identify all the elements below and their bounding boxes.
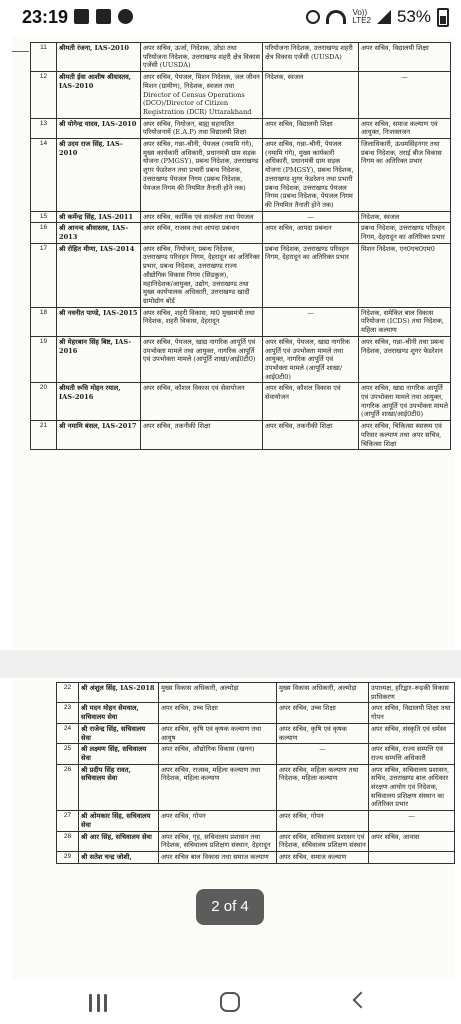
table-row [31, 211, 451, 223]
table-row [31, 223, 451, 243]
relieved-posting-cell: मुख्य विकास अधिकारी, अल्मोड़ा [277, 683, 369, 703]
serial-number-cell: 24 [57, 723, 79, 743]
table-row [57, 683, 455, 703]
signal-icon [377, 10, 391, 24]
document-page-1[interactable] [12, 36, 455, 648]
relieved-posting-cell: परियोजना निदेशक, उत्तराखण्ड शहरी क्षेत्र विकास एजेंसी (UUSDA) [263, 43, 359, 72]
new-posting-cell: — [359, 72, 451, 119]
current-posting-cell: अपर सचिव, कार्मिक एवं सतर्कता तथा पेयजल [141, 211, 263, 223]
new-posting-cell: निदेशक, स्वजल [359, 211, 451, 223]
serial-number-cell: 21 [31, 421, 57, 450]
table-row [57, 831, 455, 851]
current-posting-cell: अपर सचिव, राजस्व तथा आपदा प्रबन्धन [141, 223, 263, 243]
officer-name-cell: श्री आनन्द श्रीवास्तव, IAS-2013 [57, 223, 141, 243]
current-posting-cell: अपर सचिव, औद्योगिक विकास (खनन) [159, 744, 277, 764]
table-row [57, 703, 455, 723]
officer-name-cell: श्री कर्मेन्द्र सिंह, IAS-2011 [57, 211, 141, 223]
table-row [31, 243, 451, 307]
current-posting-cell: अपर सचिव, कृषि एवं कृषक कल्याण तथा आयुष [159, 723, 277, 743]
status-time: 23:19 [22, 7, 69, 27]
volte-label: Vo)) [352, 8, 368, 17]
relieved-posting-cell: अपर सचिव, सचिवालय प्रशासन एवं निदेशक, सचिवालय प्रशिक्षण संस्थान [277, 831, 369, 851]
system-icons [306, 7, 449, 27]
back-button[interactable] [353, 992, 370, 1009]
officer-name-cell: श्री ओमकार सिंह, सचिवालय सेवा [79, 811, 159, 831]
home-button[interactable] [220, 992, 240, 1012]
officer-name-cell: श्री मदन मोहन सेमवाल, सचिवालय सेवा [79, 703, 159, 723]
relieved-posting-cell: अपर सचिव, गोपन [277, 811, 369, 831]
officer-name-cell: श्री राजेन्द्र सिंह, सचिवालय सेवा [79, 723, 159, 743]
officer-name-cell: श्री प्रदीप सिंह रावत, सचिवालय सेवा [79, 764, 159, 811]
recent-apps-button[interactable] [89, 994, 107, 1012]
new-posting-cell: उपाध्यक्ष, हरिद्वार–रूड़की विकास प्राधिकरण [369, 683, 455, 703]
current-posting-cell: अपर सचिव, उच्च शिक्षा [159, 703, 277, 723]
new-posting-cell: अपर सचिव, राज्य सम्पत्ति एवं राज्य सम्पत्ति अधिकारी [369, 744, 455, 764]
gallery-icon [96, 9, 111, 24]
officer-name-cell: श्री सतेश चन्द्र जोशी, [79, 851, 159, 863]
officer-name-cell: श्रीमती रंजना, IAS-2010 [57, 43, 141, 72]
current-posting-cell: अपर सचिव, पेयजल, खाद्य नागरिक आपूर्ति एवं उपभोक्ता मामले तथा आयुक्त, नागरिक आपूर्ति एवं उपभोक्ता मामले (आपूर्ति शाखा/आई0टी0) [141, 336, 263, 383]
current-posting-cell: अपर सचिव, तकनीकी शिक्षा [141, 421, 263, 450]
relieved-posting-cell: अपर सचिव, गन्ना–चीनी, पेयजल (नमामि गंगे), मुख्य कार्यकारी अधिकारी, प्रधानमंत्री ग्राम सड़क योजना (PMGSY), प्रबन्ध निदेशक, उत्तराखण्ड शुगर फेडरेशन तथा प्रभारी प्रबन्ध निदेशक, उत्तराखण्ड पेयजल निगम (प्रबन्ध निदेशक, पेयजल निगम की नियमित तैनाती होने तक) [263, 139, 359, 212]
serial-number-cell: 29 [57, 851, 79, 863]
document-page-2[interactable] [12, 680, 455, 980]
current-posting-cell: अपर सचिव, गोपन [159, 811, 277, 831]
new-posting-cell: अपर सचिव, विद्यालयी शिक्षा तथा गोपन [369, 703, 455, 723]
new-posting-cell: — [369, 811, 455, 831]
current-posting-cell: अपर सचिव, गन्ना–चीनी, पेयजल (नमामि गंगे), मुख्य कार्यकारी अधिकारी, प्रधानमंत्री ग्राम सड़क योजना (PMGSY), प्रबन्ध निदेशक, उत्तराखण्ड शुगर फेडरेशन तथा प्रभारी प्रबन्ध निदेशक, उत्तराखण्ड पेयजल निगम (प्रबन्ध निदेशक, पेयजल निगम की नियमित तैनाती होने तक) [141, 139, 263, 212]
page-gap [0, 650, 461, 678]
table-row [57, 744, 455, 764]
relieved-posting-cell: — [277, 744, 369, 764]
table-row [31, 307, 451, 336]
current-posting-cell: अपर सचिव, नियोजन, प्रबन्ध निदेशक, उत्तराखण्ड परिवहन निगम, देहरादून का अतिरिक्त प्रभार, प्रबन्ध निदेशक, उत्तराखण्ड राज्य औद्योगिक विकास निगम (सिडकुल), महानिदेशक/आयुक्त, उद्योग, उत्तराखण्ड तथा मुख्य कार्यपालक अधिकारी, उत्तराखण्ड खादी ग्रामोद्योग बोर्ड [141, 243, 263, 307]
table-row [31, 43, 451, 72]
image-icon [74, 9, 89, 24]
current-posting-cell: अपर सचिव, पेयजल, मिशन निदेशक, जल जीवन मिशन (ग्रामीण), निदेशक, स्वजल तथा Director of Census Operations (DCO)/Director of Citizen Registration (DCR) Uttarakhand [141, 72, 263, 119]
serial-number-cell: 18 [31, 307, 57, 336]
current-posting-cell: अपर सचिव, शहरी विकास, मा0 मुख्यमंत्री तथा निदेशक, शहरी विकास, देहरादून [141, 307, 263, 336]
relieved-posting-cell: अपर सचिव, कृषि एवं कृषक कल्याण [277, 723, 369, 743]
relieved-posting-cell: अपर सचिव, उच्च शिक्षा [277, 703, 369, 723]
officer-name-cell: श्री आर सिंह, सचिवालय सेवा [79, 831, 159, 851]
officer-name-cell: श्री रोहित मीणा, IAS-2014 [57, 243, 141, 307]
new-posting-cell: अपर सचिव, आवास [369, 831, 455, 851]
relieved-posting-cell: अपर सचिव, विद्यालयी शिक्षा [263, 118, 359, 138]
serial-number-cell: 13 [31, 118, 57, 138]
table-row [31, 139, 451, 212]
current-posting-cell: अपर सचिव, गृह, सचिवालय प्रशासन तथा निदेशक, सचिवालय प्रशिक्षण संस्थान, देहरादून [159, 831, 277, 851]
relieved-posting-cell: अपर सचिव, पेयजल, खाद्य नागरिक आपूर्ति एवं उपभोक्ता मामले तथा आयुक्त, नागरिक आपूर्ति एवं उपभोक्ता मामले (आपूर्ति शाखा/आई0टी0) [263, 336, 359, 383]
new-posting-cell: निदेशक, समेकित बाल विकास परियोजना (ICDS) तथा निदेशक, महिला कल्याण [359, 307, 451, 336]
current-posting-cell: अपर सचिव, ऊर्जा, निदेशक, उरेडा तथा परियोजना निदेशक, उत्तराखण्ड शहरी क्षेत्र विकास एजेंसी (UUSDA) [141, 43, 263, 72]
relieved-posting-cell: अपर सचिव, कौशल विकास एवं सेवायोजन [263, 383, 359, 421]
serial-number-cell: 12 [31, 72, 57, 119]
new-posting-cell: अपर सचिव, समाज कल्याण एवं आयुक्त, निःशक्तजन [359, 118, 451, 138]
new-posting-cell: अपर सचिव, चिकित्सा स्वास्थ्य एवं परिवार कल्याण तथा अपर सचिव, चिकित्सा शिक्षा [359, 421, 451, 450]
table-row [57, 723, 455, 743]
officer-name-cell: श्री उदय राज सिंह, IAS-2010 [57, 139, 141, 212]
table-row [31, 336, 451, 383]
page-indicator: 2 of 4 [196, 889, 264, 925]
current-posting-cell: अपर सचिव, नियोजन, बाह्य सहायतित परियोजनायें (E.A.P) तथा विद्यालयी शिक्षा [141, 118, 263, 138]
new-posting-cell: अपर सचिव, गन्ना–चीनी तथा प्रबन्ध निदेशक, उत्तराखण्ड शुगर फेडरेशन [359, 336, 451, 383]
serial-number-cell: 14 [31, 139, 57, 212]
status-bar [0, 0, 461, 34]
navigation-bar [0, 984, 461, 1024]
new-posting-cell: अपर सचिव, सचिवालय प्रशासन, सचिव, उत्तराखण्ड बाल अधिकार संरक्षण आयोग एवं निदेशक, सचिवालय प्रशिक्षण संस्थान का अतिरिक्त प्रभार [369, 764, 455, 811]
officer-name-cell: श्री मेहरबान सिंह बिष्ट, IAS-2016 [57, 336, 141, 383]
notification-icons [74, 9, 133, 24]
new-posting-cell: जिलाधिकारी, ऊधमसिंहनगर तथा प्रबन्ध निदेशक, तराई बीज विकास निगम का अतिरिक्त प्रभार [359, 139, 451, 212]
relieved-posting-cell: अपर सचिव, समाज कल्याण [277, 851, 369, 863]
new-posting-cell: प्रबन्ध निदेशक, उत्तराखण्ड परिवहन निगम, देहरादून का अतिरिक्त प्रभार [359, 223, 451, 243]
relieved-posting-cell: — [263, 307, 359, 336]
officer-transfer-table-page-1 [30, 42, 451, 450]
relieved-posting-cell: — [263, 211, 359, 223]
serial-number-cell: 25 [57, 744, 79, 764]
data-saver-icon [306, 10, 320, 24]
wifi-icon [326, 10, 346, 24]
record-icon [118, 9, 133, 24]
new-posting-cell: अपर सचिव, विद्यालयी शिक्षा [359, 43, 451, 72]
serial-number-cell: 17 [31, 243, 57, 307]
serial-number-cell: 20 [31, 383, 57, 421]
new-posting-cell: अपर सचिव, संस्कृति एवं धर्मस्व [369, 723, 455, 743]
current-posting-cell: अपर सचिव, राजस्व, महिला कल्याण तथा निदेशक, महिला कल्याण [159, 764, 277, 811]
officer-name-cell: श्री योगेन्द्र यादव, IAS-2010 [57, 118, 141, 138]
current-posting-cell: अपर सचिव, कौशल विकास एवं सेवायोजन [141, 383, 263, 421]
table-row [31, 421, 451, 450]
serial-number-cell: 27 [57, 811, 79, 831]
table-row [57, 811, 455, 831]
table-row [31, 383, 451, 421]
serial-number-cell: 23 [57, 703, 79, 723]
serial-number-cell: 15 [31, 211, 57, 223]
battery-percent: 53% [396, 7, 431, 26]
serial-number-cell: 11 [31, 43, 57, 72]
officer-name-cell: श्रीमती ईवा आशीष श्रीवास्तव, IAS-2010 [57, 72, 141, 119]
relieved-posting-cell: अपर सचिव, तकनीकी शिक्षा [263, 421, 359, 450]
officer-name-cell: श्री अंशुल सिंह, IAS-2018 [79, 683, 159, 703]
table-row [57, 764, 455, 811]
table-row [31, 72, 451, 119]
lte-label: LTE2 [352, 16, 371, 25]
new-posting-cell: मिशन निदेशक, एन0एच0एम0 [359, 243, 451, 307]
officer-name-cell: श्रीमती रूचि मोहन रयाल, IAS-2016 [57, 383, 141, 421]
battery-icon [437, 8, 449, 27]
officer-name-cell: श्री नमामि बंसल, IAS-2017 [57, 421, 141, 450]
current-posting-cell: मुख्य विकास अधिकारी, अल्मोड़ा [159, 683, 277, 703]
serial-number-cell: 26 [57, 764, 79, 811]
serial-number-cell: 16 [31, 223, 57, 243]
current-posting-cell: अपर सचिव बाल विकास तथा समाज कल्याण [159, 851, 277, 863]
table-row [31, 118, 451, 138]
relieved-posting-cell: अपर सचिव, आपदा प्रबन्धन [263, 223, 359, 243]
officer-name-cell: श्री नवनीत पाण्डे, IAS-2015 [57, 307, 141, 336]
new-posting-cell [369, 851, 455, 863]
officer-transfer-table-page-2 [56, 682, 455, 864]
relieved-posting-cell: प्रबन्ध निदेशक, उत्तराखण्ड परिवहन निगम, देहरादून का अतिरिक्त प्रभार [263, 243, 359, 307]
relieved-posting-cell: निदेशक, स्वजल [263, 72, 359, 119]
serial-number-cell: 22 [57, 683, 79, 703]
new-posting-cell: अपर सचिव, खाद्य नागरिक आपूर्ति एवं उपभोक्ता मामले तथा आयुक्त, नागरिक आपूर्ति एवं उपभोक्ता मामले (आपूर्ति शाखा/आई0टी0) [359, 383, 451, 421]
serial-number-cell: 28 [57, 831, 79, 851]
relieved-posting-cell: अपर सचिव, महिला कल्याण तथा निदेशक, महिला कल्याण [277, 764, 369, 811]
officer-name-cell: श्री लक्ष्मण सिंह, सचिवालय सेवा [79, 744, 159, 764]
serial-number-cell: 19 [31, 336, 57, 383]
table-row [57, 851, 455, 863]
